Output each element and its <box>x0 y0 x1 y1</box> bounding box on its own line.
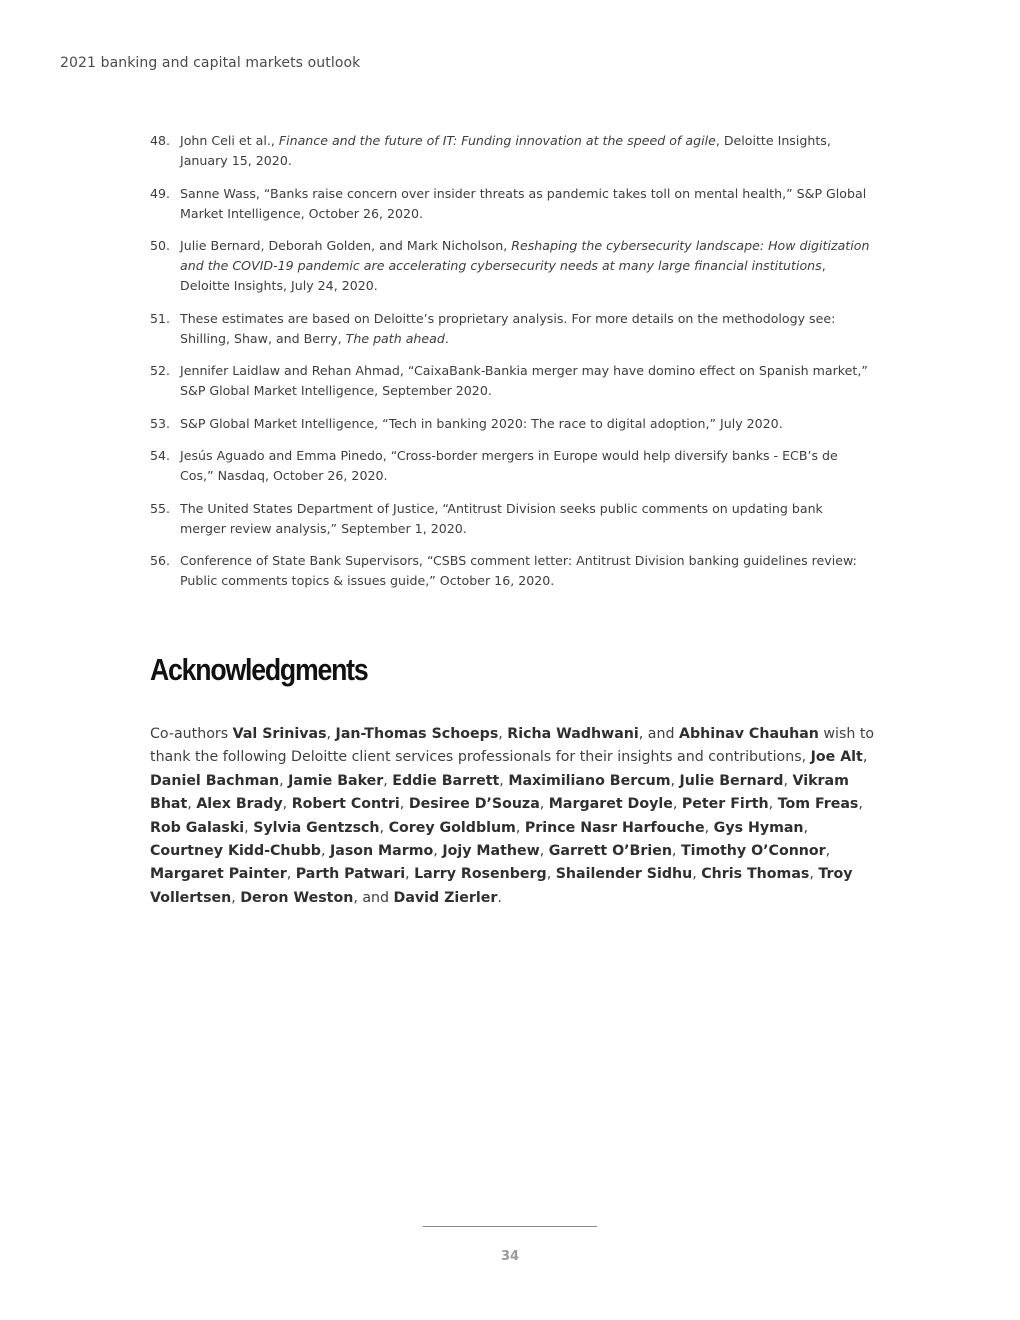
endnote-item <box>150 184 872 224</box>
endnote-item <box>150 499 872 539</box>
contributor-name: Parth Patwari <box>295 866 406 883</box>
contributor-name: Prince Nasr Harfouche <box>524 819 705 836</box>
endnote-text <box>180 309 872 349</box>
acknowledgments-text-segment: , <box>672 796 682 813</box>
endnote-item <box>150 309 872 349</box>
endnote-item <box>150 361 872 401</box>
contributor-name: David Zierler <box>393 889 498 906</box>
acknowledgments-text-segment: , <box>279 772 289 789</box>
endnote-text <box>180 131 872 171</box>
endnote-text <box>180 551 872 591</box>
endnote-item <box>150 131 872 171</box>
contributor-name: Daniel Bachman <box>150 772 280 789</box>
acknowledgments-text-segment: , <box>244 819 254 836</box>
endnote-text-segment: , Deloitte Insights, July 24, 2020. <box>180 258 826 293</box>
acknowledgments-text-segment: , <box>546 866 556 883</box>
contributor-name: Robert Contri <box>291 796 400 813</box>
endnote-item <box>150 446 872 486</box>
acknowledgments-text-segment: , <box>858 796 863 813</box>
acknowledgments-heading: Acknowledgments <box>150 652 368 687</box>
contributor-name: Maximiliano Bercum <box>508 772 671 789</box>
acknowledgments-text-segment: , <box>671 843 681 860</box>
endnote-text-segment: Jennifer Laidlaw and Rehan Ahmad, “CaixaBank-Bankia merger may have domino effect on Spanish market,” S&P Global Market Intelligence, September 2020. <box>180 363 868 398</box>
endnote-number: 54. <box>150 448 171 463</box>
contributor-name: Timothy O’Connor <box>680 843 826 860</box>
page-number: 34 <box>500 1249 520 1264</box>
contributor-name: Eddie Barrett <box>392 772 500 789</box>
endnote-number: 51. <box>150 310 171 326</box>
footer-divider <box>423 1226 597 1227</box>
contributor-name: Margaret Doyle <box>548 796 673 813</box>
acknowledgments-text-segment: , <box>383 772 393 789</box>
endnote-title-italic: The path ahead <box>345 330 445 346</box>
contributor-name: Garrett O’Brien <box>548 843 672 860</box>
endnote-text-segment: Julie Bernard, Deborah Golden, and Mark Nicholson, <box>180 238 512 253</box>
acknowledgments-text-segment: , and <box>638 726 679 742</box>
contributor-name: Peter Firth <box>681 796 769 813</box>
contributor-name: Gys Hyman <box>713 819 804 836</box>
endnote-text-segment: The United States Department of Justice, “Antitrust Division seeks public comments on updating bank merger review analysis,” September 1, 2020. <box>180 500 823 536</box>
endnote-number: 48. <box>150 133 171 148</box>
endnote-item <box>150 414 872 434</box>
acknowledgments-text-segment: , <box>499 772 509 789</box>
acknowledgments-text-segment: , <box>862 749 868 766</box>
endnote-text-segment: Jesús Aguado and Emma Pinedo, “Cross-border mergers in Europe would help diversify banks - ECB’s de Cos,” Nasdaq, October 26, 2020. <box>180 448 838 483</box>
endnotes-list <box>150 131 872 604</box>
endnote-text <box>180 499 872 539</box>
acknowledgments-text-segment: , and <box>353 889 394 906</box>
contributor-name: Chris Thomas <box>701 866 810 883</box>
contributor-name: Abhinav Chauhan <box>678 726 819 742</box>
endnote-number: 56. <box>150 553 171 568</box>
endnote-number: 52. <box>150 363 171 378</box>
acknowledgments-text-segment: , <box>433 843 443 860</box>
acknowledgments-text-segment: , <box>704 819 714 836</box>
acknowledgments-text-segment: , <box>768 796 778 813</box>
acknowledgments-text-segment: , <box>539 843 549 860</box>
contributor-name: Tom Freas <box>777 796 859 813</box>
endnote-text-segment: . <box>444 330 449 346</box>
acknowledgments-text-segment: , <box>692 866 702 883</box>
contributor-name: Julie Bernard <box>679 772 784 789</box>
endnote-number: 50. <box>150 238 171 253</box>
contributor-name: Joe Alt <box>810 749 863 766</box>
acknowledgments-text-segment: , <box>825 843 831 860</box>
acknowledgments-text-segment: , <box>803 819 809 836</box>
endnote-text <box>180 184 872 224</box>
contributor-name: Courtney Kidd-Chubb <box>150 843 321 860</box>
acknowledgments-text-segment: , <box>379 819 389 836</box>
contributor-name: Jamie Baker <box>288 772 384 789</box>
endnote-text-segment: John Celi et al., <box>180 133 279 148</box>
endnote-text-segment: These estimates are based on Deloitte’s proprietary analysis. For more details on the methodology see: Shilling, Shaw, and Berry, <box>180 310 836 346</box>
contributor-name: Val Srinivas <box>232 726 327 742</box>
contributor-name: Sylvia Gentzsch <box>253 819 380 836</box>
acknowledgments-text-segment: , <box>539 796 549 813</box>
acknowledgments-text-segment: wish to thank the following Deloitte client services professionals for their insights and contributions, <box>150 726 875 766</box>
endnote-text-segment: S&P Global Market Intelligence, “Tech in banking 2020: The race to digital adoption,” July 2020. <box>180 415 783 431</box>
contributor-name: Jason Marmo <box>329 843 434 860</box>
contributor-name: Rob Galaski <box>150 819 245 836</box>
endnote-item <box>150 236 872 296</box>
endnote-text-segment: Conference of State Bank Supervisors, “CSBS comment letter: Antitrust Division banking guidelines review: Public comments topics & issues guide,” October 16, 2020. <box>180 553 857 588</box>
acknowledgments-text-segment: , <box>498 726 508 742</box>
acknowledgments-text-segment: , <box>515 819 525 836</box>
endnote-text <box>180 236 872 296</box>
endnote-number: 55. <box>150 500 171 516</box>
acknowledgments-text-segment: , <box>326 726 336 742</box>
endnote-text <box>180 446 872 486</box>
contributor-name: Alex Brady <box>196 796 283 813</box>
acknowledgments-text <box>150 723 875 910</box>
endnote-number: 49. <box>150 185 171 201</box>
contributor-name: Deron Weston <box>240 889 354 906</box>
acknowledgments-text-segment: , <box>809 866 819 883</box>
endnote-number: 53. <box>150 415 171 431</box>
contributor-name: Jojy Mathew <box>442 843 540 860</box>
endnote-item <box>150 551 872 591</box>
acknowledgments-text-segment: , <box>783 772 793 789</box>
acknowledgments-text-segment: , <box>282 796 292 813</box>
contributor-name: Larry Rosenberg <box>414 866 547 883</box>
acknowledgments-text-segment: , <box>399 796 409 813</box>
contributor-name: Richa Wadhwani <box>507 726 639 742</box>
acknowledgments-text-segment: , <box>405 866 415 883</box>
acknowledgments-text-segment: , <box>286 866 296 883</box>
running-header: 2021 banking and capital markets outlook <box>60 55 361 71</box>
acknowledgments-text-segment: , <box>187 796 197 813</box>
endnote-text-segment: , Deloitte Insights, January 15, 2020. <box>180 133 831 168</box>
acknowledgments-text-segment: . <box>497 889 502 906</box>
endnote-title-italic: Reshaping the cybersecurity landscape: How digitization and the COVID-19 pandemic are accelerating cybersecurity needs at many large financial institutions <box>180 238 870 273</box>
endnote-text <box>180 414 872 434</box>
contributor-name: Troy Vollertsen <box>150 866 853 906</box>
endnote-text <box>180 361 872 401</box>
acknowledgments-text-segment: Co-authors <box>150 726 233 742</box>
acknowledgments-text-segment: , <box>320 843 330 860</box>
acknowledgments-text-segment: , <box>231 889 241 906</box>
acknowledgments-text-segment: , <box>670 772 680 789</box>
contributor-name: Shailender Sidhu <box>555 866 693 883</box>
contributor-name: Jan-Thomas Schoeps <box>335 726 499 742</box>
contributor-name: Vikram Bhat <box>150 772 849 813</box>
contributor-name: Margaret Painter <box>150 866 287 883</box>
endnote-title-italic: Finance and the future of IT: Funding innovation at the speed of agile <box>278 133 716 148</box>
contributor-name: Corey Goldblum <box>388 819 516 836</box>
endnote-text-segment: Sanne Wass, “Banks raise concern over insider threats as pandemic takes toll on mental health,” S&P Global Market Intelligence, October 26, 2020. <box>180 185 867 221</box>
contributor-name: Desiree D’Souza <box>408 796 540 813</box>
